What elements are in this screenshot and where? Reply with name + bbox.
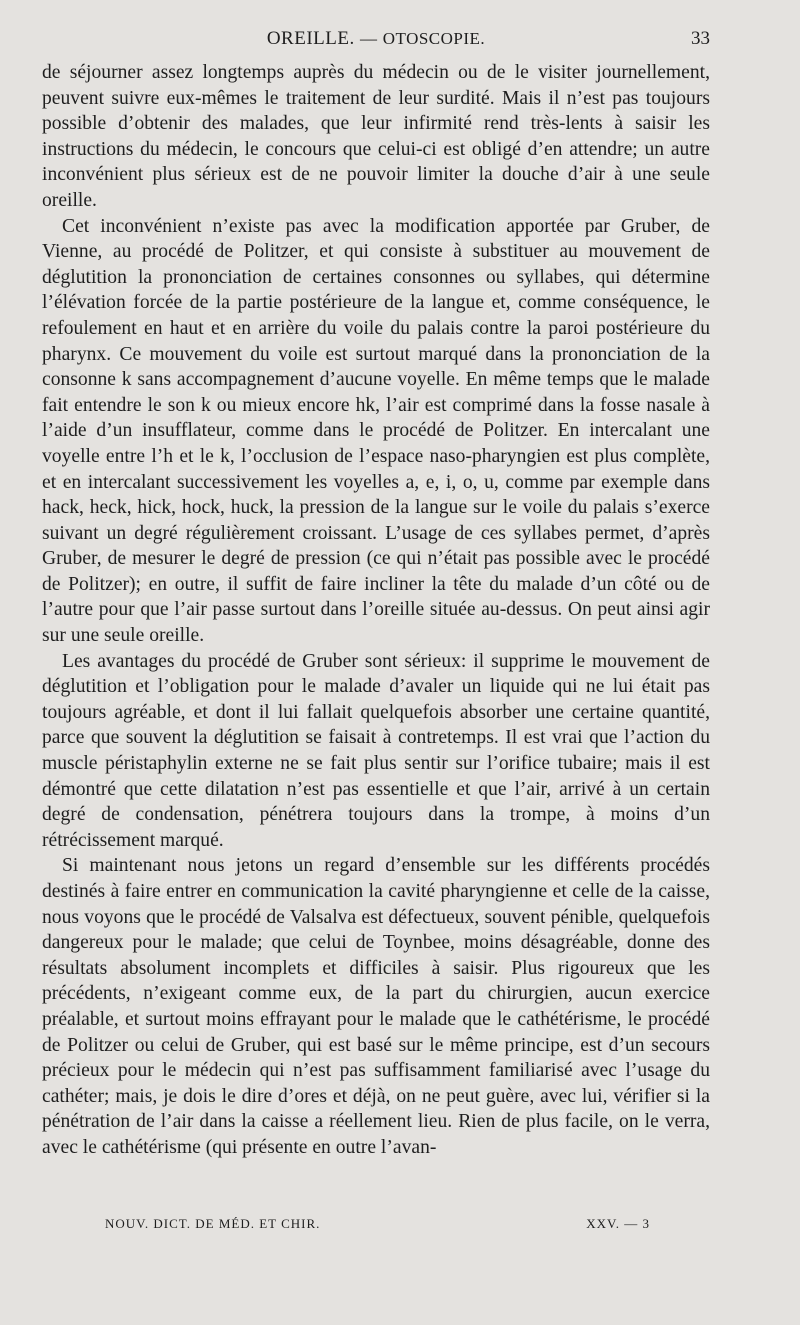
paragraph-4: Si maintenant nous jetons un regard d’ensemble sur les différents procédés destinés à faire entrer en communication la cavité pharyngienne et celle de la caisse, nous voyons que le procédé de Valsalva est défectueux, souvent pénible, quelquefois dangereux pour le malade; que celui de Toynbee, moins désagréable, donne des résultats absolument incomplets et difficiles à saisir. Plus rigoureux que les précédents, n’exigeant comme eux, de la part du chirurgien, aucun exercice préalable, et surtout moins effrayant pour le malade que le cathétérisme, le procédé de Politzer ou celui de Gruber, qui est basé sur le même principe, est d’un secours précieux pour le médecin qui n’est pas suffisamment familiarisé avec l’usage du cathéter; mais, je dois le dire d’ores et déjà, on ne peut guère, avec lui, vérifier si la pénétration de l’air dans la caisse a réellement lieu. Rien de plus facile, on le verra, avec le cathétérisme (qui présente en outre l’avan-: [42, 855, 710, 1158]
body-text: [42, 60, 710, 1161]
paragraph-1: de séjourner assez longtemps auprès du médecin ou de le visiter journellement, peuvent suivre eux-mêmes le traitement de leur surdité. Mais il n’est pas toujours possible d’obtenir des malades, que leur infirmité rend très-lents à saisir les instructions du médecin, le concours que celui-ci est obligé d’en attendre; un autre inconvénient plus sérieux est de ne pouvoir limiter la douche d’air à une seule oreille.: [42, 62, 710, 211]
running-header: [42, 28, 710, 56]
paragraph-3: Les avantages du procédé de Gruber sont sérieux: il supprime le mouvement de déglutition et l’obligation pour le malade d’avaler un liquide qui ne lui était pas toujours agréable, et dont il lui fallait quelquefois absorber une certaine quantité, parce que souvent la déglutition se faisait à contretemps. Il est vrai que l’action du muscle péristaphylin externe ne se fait plus sentir sur l’orifice tubaire; mais il est démontré que cette dilatation n’est pas essentielle et que l’air, arrivé à un certain degré de condensation, pénétrera toujours dans la trompe, à moins d’un rétrécissement marqué.: [42, 650, 710, 851]
running-title: [42, 28, 710, 50]
header-title: OREILLE.: [266, 28, 355, 49]
header-subtitle: OTOSCOPIE.: [382, 29, 486, 48]
footer-signature: XXV. — 3: [586, 1216, 650, 1231]
footer-publication: NOUV. DICT. DE MÉD. ET CHIR.: [105, 1216, 321, 1231]
page-number: 33: [691, 28, 710, 49]
header-separator: —: [359, 29, 378, 48]
paragraph-2: Cet inconvénient n’existe pas avec la modification apportée par Gruber, de Vienne, au procédé de Politzer, et qui consiste à substituer au mouvement de déglutition la prononciation de certaines consonnes ou syllabes, qui détermine l’élévation forcée de la partie postérieure de la langue et, comme conséquence, le refoulement en haut et en arrière du voile du palais contre la paroi postérieure du pharynx. Ce mouvement du voile est surtout marqué dans la prononciation de la consonne k sans accompagnement d’aucune voyelle. En même temps que le malade fait entendre le son k ou mieux encore hk, l’air est comprimé dans la fosse nasale à l’aide d’un insufflateur, comme dans le procédé de Politzer. En intercalant une voyelle entre l’h et le k, l’occlusion de l’espace naso-pharyngien est plus complète, et en intercalant successivement les voyelles a, e, i, o, u, comme par exemple dans hack, heck, hick, hock, huck, la pression de la langue sur le voile du palais s’exerce suivant un degré régulièrement croissant. L’usage de ces syllabes permet, d’après Gruber, de mesurer le degré de pression (ce qui n’était pas possible avec le procédé de Politzer); en outre, il suffit de faire incliner la tête du malade d’un côté ou de l’autre pour que l’air passe surtout dans l’oreille située au-dessus. On peut ainsi agir sur une seule oreille.: [42, 215, 710, 647]
page-footer: [105, 1216, 650, 1232]
